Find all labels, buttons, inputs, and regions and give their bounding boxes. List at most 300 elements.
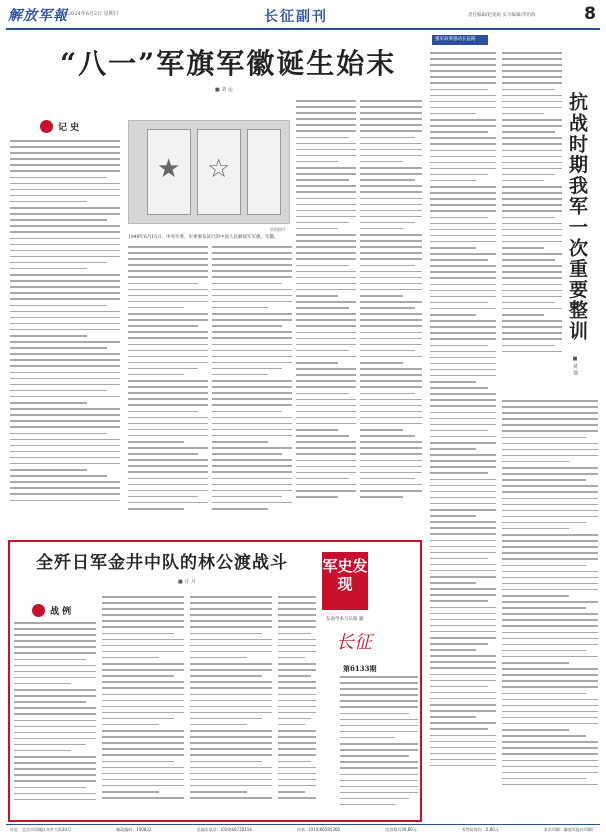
text-line (212, 435, 292, 437)
text-line (128, 307, 184, 309)
photo-panel-left (147, 129, 191, 215)
page-footer (6, 824, 600, 834)
text-line (296, 289, 356, 291)
text-line (430, 472, 488, 474)
text-line (360, 106, 422, 108)
text-line (340, 755, 409, 757)
text-line (502, 565, 586, 567)
text-line (502, 70, 562, 72)
text-line (360, 240, 422, 242)
text-line (128, 386, 208, 388)
text-line (502, 662, 569, 664)
text-line (360, 301, 422, 303)
text-line (340, 774, 418, 776)
text-line (190, 687, 272, 689)
text-line (278, 761, 311, 763)
text-line (296, 179, 349, 181)
text-line (502, 723, 598, 725)
text-line (502, 498, 598, 500)
text-line (190, 730, 272, 732)
text-line (360, 198, 422, 200)
text-line (190, 639, 272, 641)
text-line (502, 229, 562, 231)
text-line (102, 608, 184, 610)
text-line (212, 313, 292, 315)
footer-print: 本市印刷：解放军报社印刷厂 (543, 826, 596, 832)
text-line (430, 150, 496, 152)
text-line (430, 271, 496, 273)
photo-panel-mid (197, 129, 241, 215)
text-line (360, 118, 422, 120)
text-line (102, 718, 174, 720)
text-line (360, 417, 422, 419)
text-line (10, 359, 120, 361)
text-line (502, 766, 598, 768)
text-line (190, 724, 247, 726)
calligraphy-signature: 长征 (336, 632, 372, 653)
text-line (502, 510, 598, 512)
text-line (502, 753, 598, 755)
text-line (10, 170, 120, 172)
text-line (296, 393, 349, 395)
text-line (212, 447, 292, 449)
text-line (360, 496, 403, 498)
text-line (296, 100, 356, 102)
text-line (296, 301, 356, 303)
text-line (10, 463, 120, 465)
text-line (10, 365, 120, 367)
text-line (212, 264, 292, 266)
text-line (128, 459, 208, 461)
text-line (430, 332, 496, 334)
text-line (10, 420, 120, 422)
text-line (430, 363, 496, 365)
text-line (296, 411, 356, 413)
text-line (340, 792, 418, 794)
text-line (430, 521, 496, 523)
text-line (10, 451, 120, 453)
text-line (212, 270, 292, 272)
text-line (10, 396, 120, 398)
text-line (10, 201, 87, 203)
section-heading-label: 记 史 (58, 123, 80, 133)
text-line (430, 643, 488, 645)
text-line (502, 186, 562, 188)
text-line (102, 694, 184, 696)
text-line (190, 675, 262, 677)
text-line (502, 241, 562, 243)
text-line (102, 669, 184, 671)
body-column-5 (360, 100, 422, 536)
text-line (296, 313, 356, 315)
text-line (502, 150, 562, 152)
text-line (296, 496, 338, 498)
text-line (10, 408, 120, 410)
text-line (502, 406, 598, 408)
text-line (502, 589, 598, 591)
text-line (430, 655, 496, 657)
text-line (296, 423, 356, 425)
text-line (502, 699, 598, 701)
text-line (430, 515, 476, 517)
text-line (502, 253, 562, 255)
text-line (502, 741, 598, 743)
text-line (128, 465, 208, 467)
text-line (502, 76, 562, 78)
text-line (430, 326, 496, 328)
text-line (10, 164, 120, 166)
column-tag: 强军故事感动长征路 (432, 35, 488, 45)
text-line (340, 700, 418, 702)
text-line (278, 773, 316, 775)
text-line (296, 435, 349, 437)
text-line (10, 152, 120, 154)
text-line (502, 705, 598, 707)
text-line (430, 277, 496, 279)
text-line (278, 791, 305, 793)
text-line (102, 700, 184, 702)
text-line (296, 198, 356, 200)
text-line (360, 289, 422, 291)
text-line (430, 52, 496, 54)
text-line (360, 325, 422, 327)
text-line (430, 156, 496, 158)
text-line (212, 508, 268, 510)
text-line (430, 747, 496, 749)
text-line (212, 398, 292, 400)
text-line (278, 779, 316, 781)
text-line (14, 738, 96, 740)
text-line (502, 284, 562, 286)
text-line (10, 274, 120, 276)
text-line (14, 659, 86, 661)
text-line (190, 651, 272, 653)
text-line (102, 645, 184, 647)
text-line (14, 793, 96, 795)
text-line (430, 375, 496, 377)
text-line (360, 441, 422, 443)
text-line (212, 301, 292, 303)
right-article-author: ■ 黄 强 (572, 356, 578, 376)
text-line (430, 113, 476, 115)
text-line (296, 319, 356, 321)
text-line (14, 701, 86, 703)
text-line (296, 155, 356, 157)
text-line (296, 204, 356, 206)
text-line (430, 162, 496, 164)
text-line (190, 700, 272, 702)
text-line (212, 496, 282, 498)
text-line (10, 487, 120, 489)
text-line (502, 491, 598, 493)
text-line (502, 332, 562, 334)
text-line (430, 64, 496, 66)
text-line (430, 314, 476, 316)
text-line (212, 465, 292, 467)
text-line (14, 628, 96, 630)
text-line (502, 125, 562, 127)
footer-price: 定价每月30.80元 (385, 826, 417, 832)
text-line (10, 500, 120, 502)
text-line (502, 424, 598, 426)
text-line (430, 320, 496, 322)
text-line (278, 785, 316, 787)
text-line (430, 722, 496, 724)
text-line (502, 326, 562, 328)
text-line (502, 613, 598, 615)
text-line (102, 754, 184, 756)
footer-address: 社址：北京市西城区阜外大街34号 (10, 826, 72, 832)
text-line (278, 706, 316, 708)
text-line (212, 344, 292, 346)
text-line (128, 490, 208, 492)
text-line (430, 399, 496, 401)
text-line (10, 268, 87, 270)
text-line (10, 158, 120, 160)
text-line (430, 613, 496, 615)
text-line (14, 640, 96, 642)
text-line (128, 331, 208, 333)
text-line (502, 534, 598, 536)
text-line (10, 439, 120, 441)
text-line (296, 118, 356, 120)
text-line (502, 192, 562, 194)
text-line (340, 688, 418, 690)
text-line (502, 577, 598, 579)
text-line (296, 466, 356, 468)
text-line (430, 381, 476, 383)
text-line (278, 718, 311, 720)
text-line (430, 735, 496, 737)
text-line (430, 405, 496, 407)
text-line (212, 362, 292, 364)
text-line (296, 332, 356, 334)
text-line (430, 454, 496, 456)
text-line (278, 797, 316, 799)
text-line (360, 307, 415, 309)
text-line (502, 89, 555, 91)
text-line (360, 380, 422, 382)
text-line (14, 671, 96, 673)
text-line (14, 720, 96, 722)
section-heading-history (40, 120, 79, 133)
text-line (14, 744, 86, 746)
text-line (190, 718, 262, 720)
text-line (502, 668, 598, 670)
text-line (296, 216, 356, 218)
text-line (128, 301, 208, 303)
text-line (10, 493, 120, 495)
section-dot-icon (40, 120, 53, 133)
text-line (340, 749, 418, 751)
text-line (10, 433, 107, 435)
text-line (10, 475, 107, 477)
text-line (128, 276, 208, 278)
text-line (128, 283, 198, 285)
text-line (360, 478, 415, 480)
text-line (102, 736, 184, 738)
text-line (296, 447, 356, 449)
text-line (212, 453, 282, 455)
text-line (190, 742, 272, 744)
text-line (190, 779, 272, 781)
text-line (296, 307, 349, 309)
text-line (10, 445, 120, 447)
text-line (430, 527, 496, 529)
right-body-column-1 (430, 52, 496, 818)
text-line (430, 765, 496, 767)
text-line (502, 619, 598, 621)
text-line (360, 472, 422, 474)
text-line (14, 732, 96, 734)
text-line (190, 681, 272, 683)
text-line (14, 780, 96, 782)
text-line (128, 313, 208, 315)
text-line (296, 344, 356, 346)
text-line (212, 258, 292, 260)
text-line (430, 247, 476, 249)
text-line (10, 390, 107, 392)
text-line (502, 443, 598, 445)
text-line (502, 277, 562, 279)
text-line (102, 730, 184, 732)
text-line (212, 289, 292, 291)
text-line (190, 608, 272, 610)
text-line (430, 180, 476, 182)
text-line (360, 344, 422, 346)
text-line (430, 70, 496, 72)
photo-caption: 1949年6月15日，中央军委、军委颁布试行的中国人民解放军军旗、军徽。 (128, 235, 279, 240)
text-line (10, 311, 120, 313)
text-line (502, 107, 562, 109)
text-line (360, 460, 422, 462)
text-line (10, 323, 120, 325)
text-line (430, 174, 488, 176)
text-line (360, 100, 422, 102)
text-line (190, 669, 272, 671)
text-line (14, 762, 96, 764)
text-line (190, 797, 272, 799)
text-line (502, 198, 562, 200)
text-line (430, 338, 496, 340)
text-line (430, 558, 488, 560)
text-line (296, 405, 356, 407)
text-line (278, 675, 311, 677)
text-line (502, 430, 598, 432)
text-line (10, 426, 120, 428)
text-line (296, 386, 356, 388)
page-header (6, 4, 600, 30)
text-line (430, 76, 496, 78)
text-line (360, 350, 415, 352)
text-line (430, 728, 488, 730)
page-number: 8 (584, 4, 596, 24)
text-line (128, 270, 208, 272)
text-line (360, 234, 422, 236)
text-line (502, 479, 586, 481)
text-line (360, 356, 422, 358)
text-line (430, 125, 496, 127)
text-line (360, 204, 422, 206)
text-line (296, 277, 356, 279)
text-line (430, 143, 496, 145)
text-line (212, 392, 292, 394)
text-line (430, 533, 496, 535)
text-line (102, 797, 184, 799)
text-line (278, 633, 311, 635)
text-line (360, 435, 415, 437)
text-line (502, 113, 544, 115)
issue-date: 2024年6月2日 星期日 (68, 11, 119, 17)
text-line (278, 742, 316, 744)
text-line (212, 331, 292, 333)
text-line (278, 651, 316, 653)
feature-title: 全歼日军金井中队的林公渡战斗 (36, 553, 288, 573)
text-line (360, 332, 422, 334)
text-line (502, 265, 562, 267)
text-line (10, 329, 120, 331)
text-line (190, 754, 272, 756)
text-line (296, 484, 356, 486)
text-line (212, 307, 268, 309)
text-line (10, 250, 120, 252)
text-line (128, 484, 208, 486)
text-line (502, 607, 586, 609)
text-line (102, 626, 184, 628)
text-line (128, 441, 184, 443)
text-line (278, 754, 316, 756)
text-line (102, 633, 174, 635)
text-line (360, 490, 422, 492)
text-line (502, 235, 562, 237)
text-line (502, 485, 598, 487)
body-column-4 (296, 100, 356, 536)
text-line (430, 82, 496, 84)
text-line (102, 724, 159, 726)
text-line (296, 399, 356, 401)
text-line (10, 189, 120, 191)
text-line (430, 552, 496, 554)
text-line (212, 337, 292, 339)
text-line (14, 756, 96, 758)
text-line (360, 399, 422, 401)
text-line (360, 130, 422, 132)
text-line (502, 571, 598, 573)
text-line (278, 694, 316, 696)
text-line (502, 271, 562, 273)
text-line (190, 663, 272, 665)
text-line (340, 767, 418, 769)
text-line (102, 761, 174, 763)
feature-body-column-3 (190, 596, 272, 818)
text-line (430, 588, 496, 590)
text-line (10, 341, 120, 343)
text-line (128, 362, 208, 364)
text-line (296, 380, 356, 382)
text-line (430, 192, 496, 194)
text-line (278, 712, 316, 714)
text-line (190, 645, 272, 647)
text-line (296, 460, 356, 462)
text-line (430, 393, 496, 395)
text-line (502, 558, 598, 560)
text-line (502, 528, 569, 530)
text-line (190, 748, 272, 750)
text-line (10, 244, 120, 246)
text-line (502, 583, 598, 585)
text-line (360, 393, 415, 395)
text-line (360, 222, 415, 224)
